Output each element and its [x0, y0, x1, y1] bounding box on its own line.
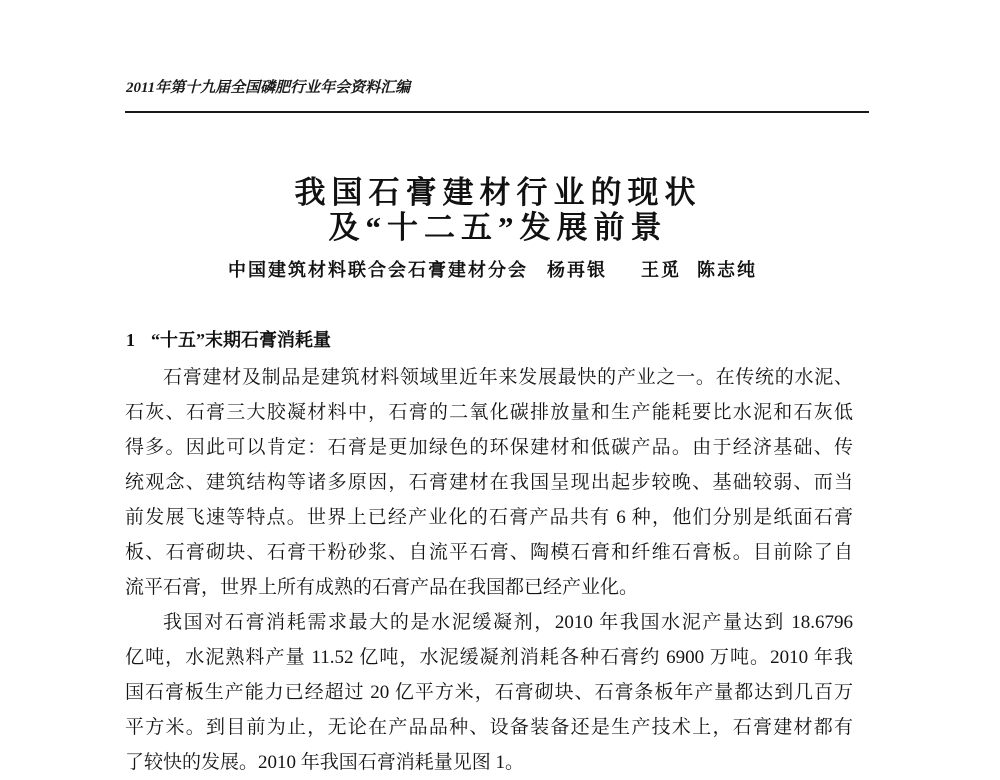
section-title: “十五”末期石膏消耗量 [151, 330, 331, 350]
header-rule [125, 111, 869, 113]
paragraph-line: 亿吨，水泥熟料产量 11.52 亿吨，水泥缓凝剂消耗各种石膏约 6900 万吨。2010 年我 [125, 647, 853, 668]
author-name: 王觅 [641, 260, 681, 280]
running-header: 2011年第十九届全国磷肥行业年会资料汇编 [126, 80, 411, 96]
paper-title-line-2: 及“十二五”发展前景 [328, 210, 668, 245]
paragraph-line: 了较快的发展。2010 年我国石膏消耗量见图 1。 [125, 752, 525, 773]
paragraph-line: 我国对石膏消耗需求最大的是水泥缓凝剂，2010 年我国水泥产量达到 18.6796 [163, 612, 853, 633]
paragraph-line: 得多。因此可以肯定：石膏是更加绿色的环保建材和低碳产品。由于经济基础、传 [125, 437, 853, 458]
paragraph-line: 前发展飞速等特点。世界上已经产业化的石膏产品共有 6 种，他们分别是纸面石膏 [125, 507, 853, 528]
paragraph-line: 石膏建材及制品是建筑材料领域里近年来发展最快的产业之一。在传统的水泥、 [163, 367, 853, 388]
paragraph-line: 统观念、建筑结构等诸多原因，石膏建材在我国呈现出起步较晚、基础较弱、而当 [125, 472, 853, 493]
paragraph-line: 板、石膏砌块、石膏干粉砂浆、自流平石膏、陶模石膏和纤维石膏板。目前除了自 [125, 542, 853, 563]
section-number: 1 [126, 330, 135, 350]
paragraph-line: 国石膏板生产能力已经超过 20 亿平方米，石膏砌块、石膏条板年产量都达到几百万 [125, 682, 853, 703]
paper-title-line-1: 我国石膏建材行业的现状 [294, 175, 702, 210]
section-heading [126, 329, 331, 351]
author-name: 陈志纯 [697, 260, 757, 280]
paragraph-line: 平方米。到目前为止，无论在产品品种、设备装备还是生产技术上，石膏建材都有 [125, 717, 853, 738]
author-affiliation: 中国建筑材料联合会石膏建材分会 [228, 260, 528, 280]
paragraph-line: 流平石膏，世界上所有成熟的石膏产品在我国都已经产业化。 [125, 577, 639, 598]
paragraph-line: 石灰、石膏三大胶凝材料中，石膏的二氧化碳排放量和生产能耗要比水泥和石灰低 [125, 402, 853, 423]
author-name: 杨再银 [547, 260, 607, 280]
byline [228, 259, 757, 281]
